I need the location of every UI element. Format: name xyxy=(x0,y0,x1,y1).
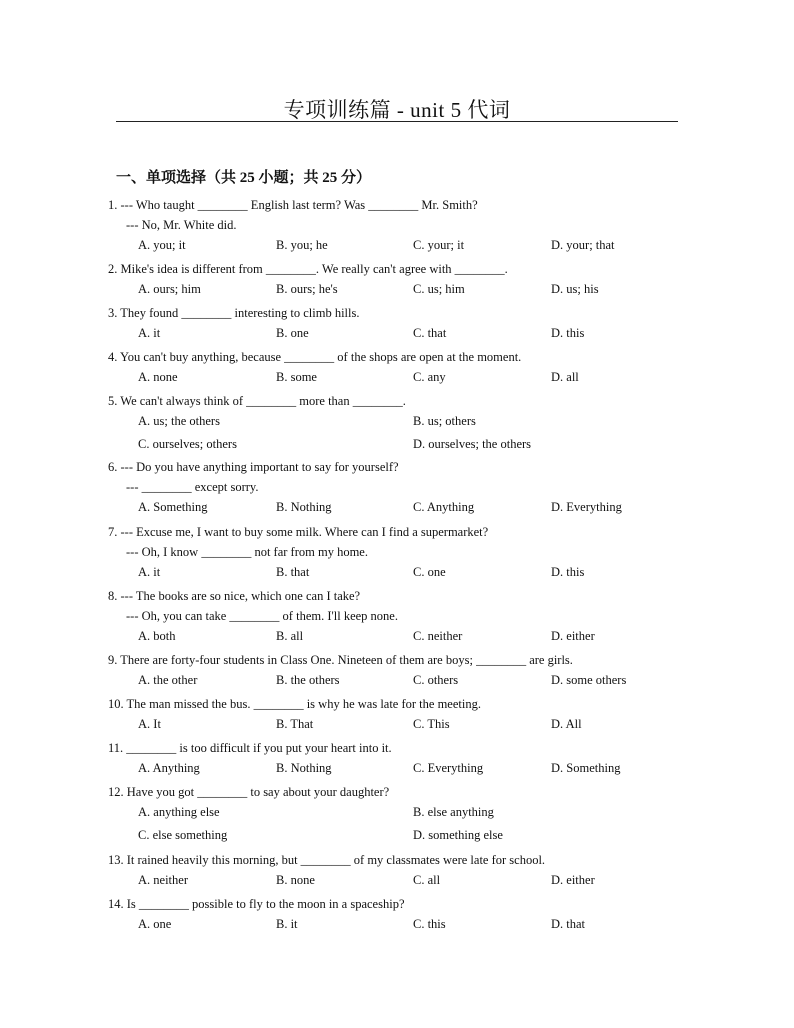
option-a[interactable]: A. the other xyxy=(138,673,198,687)
option-b[interactable]: B. ours; he's xyxy=(276,282,338,296)
option-c[interactable]: C. neither xyxy=(413,629,463,643)
option-b[interactable]: B. some xyxy=(276,370,317,384)
option-d[interactable]: D. either xyxy=(551,873,595,887)
question-text: 10. The man missed the bus. ________ is why he was late for the meeting. xyxy=(108,697,481,711)
question-text: 8. --- The books are so nice, which one can I take? xyxy=(108,589,361,603)
option-a[interactable]: A. It xyxy=(138,717,161,731)
option-b[interactable]: B. Nothing xyxy=(276,500,332,514)
option-a[interactable]: A. Something xyxy=(138,500,208,514)
option-d[interactable]: D. ourselves; the others xyxy=(413,437,532,451)
option-d[interactable]: D. something else xyxy=(413,828,503,842)
question-1 xyxy=(108,195,708,256)
question-text: --- No, Mr. White did. xyxy=(126,218,237,232)
options-row xyxy=(108,870,708,891)
option-d[interactable]: D. some others xyxy=(551,673,627,687)
option-b[interactable]: B. us; others xyxy=(413,414,476,428)
options-row xyxy=(108,235,708,256)
options-row xyxy=(108,411,708,432)
option-c[interactable]: C. else something xyxy=(138,828,228,842)
option-c[interactable]: C. others xyxy=(413,673,459,687)
option-d[interactable]: D. Everything xyxy=(551,500,622,514)
question-8 xyxy=(108,586,708,647)
option-d[interactable]: D. us; his xyxy=(551,282,599,296)
question-text: --- ________ except sorry. xyxy=(126,480,259,494)
option-a[interactable]: A. it xyxy=(138,565,161,579)
option-b[interactable]: B. That xyxy=(276,717,314,731)
question-14 xyxy=(108,894,708,935)
option-a[interactable]: A. ours; him xyxy=(138,282,201,296)
option-d[interactable]: D. either xyxy=(551,629,595,643)
option-a[interactable]: A. both xyxy=(138,629,176,643)
option-c[interactable]: C. This xyxy=(413,717,450,731)
option-d[interactable]: D. Something xyxy=(551,761,621,775)
question-text: --- Oh, you can take ________ of them. I'll keep none. xyxy=(126,609,398,623)
question-10 xyxy=(108,694,708,735)
question-text: 7. --- Excuse me, I want to buy some milk. Where can I find a supermarket? xyxy=(108,525,489,539)
question-text: --- Oh, I know ________ not far from my home. xyxy=(126,545,368,559)
question-text: 14. Is ________ possible to fly to the moon in a spaceship? xyxy=(108,897,405,911)
option-c[interactable]: C. us; him xyxy=(413,282,465,296)
option-d[interactable]: D. all xyxy=(551,370,579,384)
option-a[interactable]: A. it xyxy=(138,326,161,340)
options-row xyxy=(108,825,708,846)
options-row xyxy=(108,367,708,388)
option-b[interactable]: B. all xyxy=(276,629,304,643)
option-c[interactable]: C. that xyxy=(413,326,447,340)
option-a[interactable]: A. you; it xyxy=(138,238,186,252)
option-b[interactable]: B. else anything xyxy=(413,805,494,819)
question-text: 1. --- Who taught ________ English last term? Was ________ Mr. Smith? xyxy=(108,198,478,212)
option-a[interactable]: A. none xyxy=(138,370,178,384)
option-a[interactable]: A. one xyxy=(138,917,172,931)
question-9 xyxy=(108,650,708,691)
option-d[interactable]: D. this xyxy=(551,565,585,579)
page-title: 专项训练篇 - unit 5 代词 xyxy=(283,98,511,122)
question-13 xyxy=(108,850,708,891)
question-5 xyxy=(108,391,708,455)
option-c[interactable]: C. ourselves; others xyxy=(138,437,237,451)
option-d[interactable]: D. this xyxy=(551,326,585,340)
option-c[interactable]: C. any xyxy=(413,370,446,384)
options-row xyxy=(108,802,708,823)
option-b[interactable]: B. the others xyxy=(276,673,340,687)
options-row xyxy=(108,714,708,735)
question-7 xyxy=(108,522,708,583)
question-text: 2. Mike's idea is different from ________. We really can't agree with ________. xyxy=(108,262,508,276)
option-c[interactable]: C. Anything xyxy=(413,500,475,514)
option-d[interactable]: D. that xyxy=(551,917,586,931)
options-row xyxy=(108,434,708,455)
question-6 xyxy=(108,457,708,518)
options-row xyxy=(108,626,708,647)
options-row xyxy=(108,497,708,518)
question-text: 6. --- Do you have anything important to say for yourself? xyxy=(108,460,399,474)
option-a[interactable]: A. neither xyxy=(138,873,188,887)
option-b[interactable]: B. it xyxy=(276,917,298,931)
options-row xyxy=(108,758,708,779)
options-row xyxy=(108,914,708,935)
option-b[interactable]: B. you; he xyxy=(276,238,328,252)
option-c[interactable]: C. this xyxy=(413,917,446,931)
option-c[interactable]: C. one xyxy=(413,565,446,579)
option-a[interactable]: A. Anything xyxy=(138,761,200,775)
question-2 xyxy=(108,259,708,300)
option-b[interactable]: B. Nothing xyxy=(276,761,332,775)
option-d[interactable]: D. All xyxy=(551,717,582,731)
question-text: 4. You can't buy anything, because ________ of the shops are open at the moment. xyxy=(108,350,522,364)
option-c[interactable]: C. Everything xyxy=(413,761,484,775)
option-c[interactable]: C. all xyxy=(413,873,441,887)
option-b[interactable]: B. one xyxy=(276,326,309,340)
options-row xyxy=(108,279,708,300)
section-heading: 一、单项选择（共 25 小题；共 25 分） xyxy=(116,170,372,186)
question-4 xyxy=(108,347,708,388)
question-text: 13. It rained heavily this morning, but ________ of my classmates were late for school. xyxy=(108,853,546,867)
question-text: 12. Have you got ________ to say about your daughter? xyxy=(108,785,390,799)
question-11 xyxy=(108,738,708,779)
question-3 xyxy=(108,303,708,344)
question-text: 9. There are forty-four students in Class One. Nineteen of them are boys; ________ are girls. xyxy=(108,653,573,667)
option-a[interactable]: A. us; the others xyxy=(138,414,220,428)
title-rule xyxy=(116,121,678,122)
question-text: 11. ________ is too difficult if you put your heart into it. xyxy=(108,741,392,755)
option-c[interactable]: C. your; it xyxy=(413,238,465,252)
question-text: 3. They found ________ interesting to climb hills. xyxy=(108,306,360,320)
question-12 xyxy=(108,782,708,846)
options-row xyxy=(108,562,708,583)
options-row xyxy=(108,323,708,344)
options-row xyxy=(108,670,708,691)
option-b[interactable]: B. that xyxy=(276,565,310,579)
option-d[interactable]: D. your; that xyxy=(551,238,615,252)
question-text: 5. We can't always think of ________ more than ________. xyxy=(108,394,406,408)
option-a[interactable]: A. anything else xyxy=(138,805,220,819)
option-b[interactable]: B. none xyxy=(276,873,315,887)
